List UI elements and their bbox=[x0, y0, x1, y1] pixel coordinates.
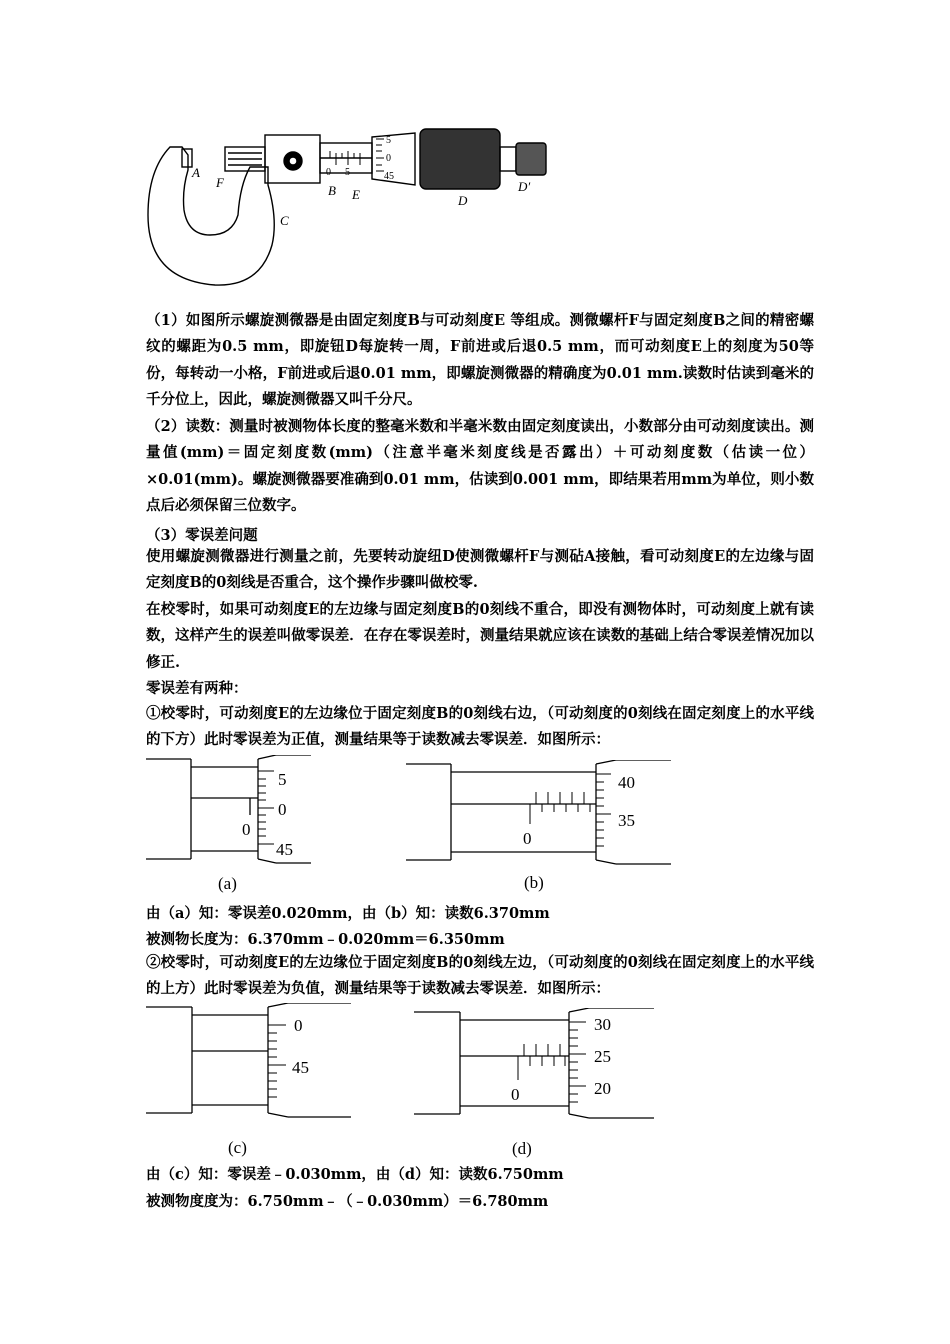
label-a: A bbox=[192, 165, 200, 180]
label-b: B bbox=[328, 183, 336, 198]
figure-a bbox=[146, 755, 321, 895]
paragraph-7: ①校零时，可动刻度E的左边缘位于固定刻度B的0刻线右边，（可动刻度的0刻线在固定刻度上的水平线的下方）此时零误差为正值，测量结果等于读数减去零误差．如图所示： bbox=[146, 705, 814, 749]
fig-a-caption: (a) bbox=[218, 874, 237, 893]
result-line-4: 被测物度度为：6.750mm﹣（﹣0.030mm）＝6.780mm bbox=[146, 1193, 549, 1210]
label-f: F bbox=[216, 175, 224, 190]
fine-knob-d-prime bbox=[500, 147, 516, 171]
fig-c-thimble-0: 0 bbox=[294, 1016, 303, 1035]
anvil-a bbox=[182, 149, 192, 167]
fig-b-sleeve-0: 0 bbox=[523, 829, 532, 848]
fig-a-thimble-45: 45 bbox=[276, 840, 293, 859]
result-line-1: 由（a）知：零误差0.020mm，由（b）知：读数6.370mm bbox=[146, 905, 550, 922]
result-line-3: 由（c）知：零误差﹣0.030mm，由（d）知：读数6.750mm bbox=[146, 1166, 564, 1183]
label-c: C bbox=[280, 213, 289, 228]
ratchet-d bbox=[420, 129, 500, 189]
micrometer-figure bbox=[140, 125, 560, 295]
fig-d-caption: (d) bbox=[512, 1139, 532, 1158]
thimble-num-45: 45 bbox=[384, 171, 394, 182]
result-line-2: 被测物长度为：6.370mm﹣0.020mm＝6.350mm bbox=[146, 931, 505, 948]
fig-a-thimble-0: 0 bbox=[278, 800, 287, 819]
paragraph-4: 使用螺旋测微器进行测量之前，先要转动旋纽D使测微螺杆F与测砧A接触，看可动刻度E的左边缘与固定刻度B的0刻线是否重合，这个操作步骤叫做校零. bbox=[146, 548, 814, 592]
fig-a-thimble-5: 5 bbox=[278, 770, 287, 789]
thimble-num-5: 5 bbox=[386, 135, 391, 146]
label-e: E bbox=[352, 187, 360, 202]
paragraph-5: 在校零时，如果可动刻度E的左边缘与固定刻度B的0刻线不重合，即没有测物体时，可动刻度上就有读数，这样产生的误差叫做零误差．在存在零误差时，测量结果就应该在读数的基础上结合零误差情况加以修正. bbox=[146, 601, 814, 671]
figure-b bbox=[406, 760, 676, 895]
fig-d-thimble-30: 30 bbox=[594, 1015, 611, 1034]
sleeve-num-5: 5 bbox=[345, 167, 350, 178]
fig-c-thimble-45: 45 bbox=[292, 1058, 309, 1077]
thimble-num-0: 0 bbox=[386, 153, 391, 164]
paragraph-2: （2）读数：测量时被测物体长度的整毫米数和半毫米数由固定刻度读出，小数部分由可动刻度读出。测量值(mm)＝固定刻度数(mm)（注意半毫米刻度线是否露出）＋可动刻度数（估读一位）×0.01(mm)。螺旋测微器要准确到0.01 mm，估读到0.001 mm，即结果若用mm为单位，则小数点后必须保留三位数字。 bbox=[146, 418, 814, 515]
figure-d bbox=[414, 1008, 659, 1161]
fig-d-thimble-25: 25 bbox=[594, 1047, 611, 1066]
paragraph-6: 零误差有两种： bbox=[146, 680, 248, 697]
fig-b-caption: (b) bbox=[524, 873, 544, 892]
label-d-prime: D′ bbox=[518, 179, 531, 194]
frame-c bbox=[148, 147, 274, 285]
paragraph-8: ②校零时，可动刻度E的左边缘位于固定刻度B的0刻线左边，（可动刻度的0刻线在固定刻度上的水平线的上方）此时零误差为负值，测量结果等于读数减去零误差．如图所示： bbox=[146, 954, 814, 998]
label-d: D bbox=[458, 193, 468, 208]
section-title-3: （3）零误差问题 bbox=[146, 527, 258, 544]
fig-b-thimble-40: 40 bbox=[618, 773, 635, 792]
paragraph-1: （1）如图所示螺旋测微器是由固定刻度B与可动刻度E 等组成。测微螺杆F与固定刻度B之间的精密螺纹的螺距为0.5 mm，即旋钮D每旋转一周，F前进或后退0.5 mm，而可动刻度E上的刻度为50等份，每转动一小格，F前进或后退0.01 mm，即螺旋测微器的精确度为0.01 mm.读数时估读到毫米的千分位上，因此，螺旋测微器又叫千分尺。 bbox=[146, 312, 814, 409]
fig-c-caption: (c) bbox=[228, 1138, 247, 1157]
fig-a-sleeve-0: 0 bbox=[242, 820, 251, 839]
sleeve-num-0: 0 bbox=[326, 167, 331, 178]
fig-b-thimble-35: 35 bbox=[618, 811, 635, 830]
figure-c bbox=[146, 1003, 356, 1161]
fig-d-thimble-20: 20 bbox=[594, 1079, 611, 1098]
fig-d-sleeve-0: 0 bbox=[511, 1085, 520, 1104]
